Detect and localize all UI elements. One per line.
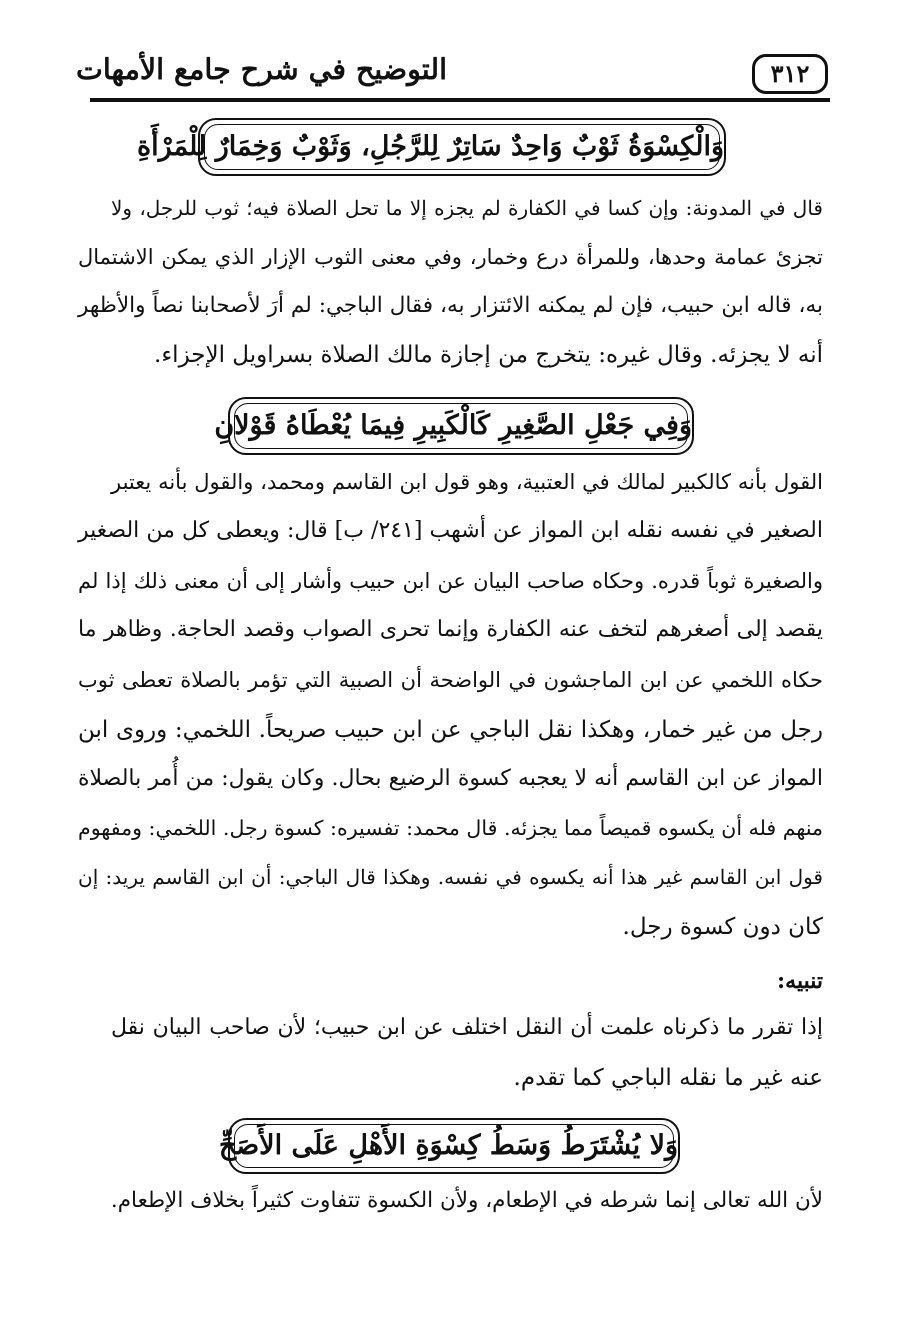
paragraph-line: عنه غير ما نقله الباجي كما تقدم. — [513, 1065, 823, 1091]
paragraph-line: رجل من غير خمار، وهكذا نقل الباجي عن ابن حبيب صريحاً. اللخمي: وروى ابن — [78, 717, 823, 743]
paragraph-line: كان دون كسوة رجل. — [622, 914, 823, 940]
matn-box-1 — [137, 118, 726, 176]
running-header-title: التوضيح في شرح جامع الأمهات — [75, 52, 447, 86]
page-number: ٣١٢ — [752, 54, 828, 94]
paragraph-line: إذا تقرر ما ذكرناه علمت أن النقل اختلف عن ابن حبيب؛ لأن صاحب البيان نقل — [111, 1015, 823, 1040]
paragraph-line: لأن الله تعالى إنما شرطه في الإطعام، ولأن الكسوة تتفاوت كثيراً بخلاف الإطعام. — [110, 1188, 823, 1213]
paragraph-line: قال في المدونة: وإن كسا في الكفارة لم يجزه إلا ما تحل الصلاة فيه؛ ثوب للرجل، ولا — [111, 196, 823, 220]
paragraph-line: تجزئ عمامة وحدها، وللمرأة درع وخمار، وفي معنى الثوب الإزار الذي يمكن الاشتمال — [78, 245, 823, 269]
matn-box-3 — [218, 1118, 680, 1174]
paragraph-line: به، قاله ابن حبيب، فإن لم يمكنه الائتزار به، فقال الباجي: لم أرَ لأصحابنا نصاً والأظهر — [78, 293, 823, 318]
paragraph-line: يقصد إلى أصغرهم لتخف عنه الكفارة وإنما تحرى الصواب وقصد الحاجة. وظاهر ما — [78, 617, 823, 642]
paragraph-line: المواز عن ابن القاسم أنه لا يعجبه كسوة الرضيع بحال. وكان يقول: من أُمر بالصلاة — [78, 766, 823, 791]
paragraph-line: منهم فله أن يكسوه قميصاً مما يجزئه. قال محمد: تفسيره: كسوة رجل. اللخمي: ومفهوم — [78, 816, 823, 840]
paragraph-line: أنه لا يجزئه. وقال غيره: يتخرج من إجازة مالك الصلاة بسراويل الإجزاء. — [154, 342, 823, 368]
matn-text-3: وَلا يُشْتَرَطُ وَسَطُ كِسْوَةِ الأَهْلِ عَلَى الأَصَحِّ — [218, 1130, 678, 1161]
matn-text-2: وَفِي جَعْلِ الصَّغِيرِ كَالْكَبِيرِ فِيمَا يُعْطَاهُ قَوْلانِ — [214, 410, 692, 441]
paragraph-line: الصغير في نفسه نقله ابن المواز عن أشهب [٢٤١/ ب] قال: ويعطى كل من الصغير — [78, 518, 823, 543]
paragraph-line: حكاه اللخمي عن ابن الماجشون في الواضحة أن الصبية التي تؤمر بالصلاة تعطى ثوب — [78, 668, 823, 692]
matn-text-1: وَالْكِسْوَةُ ثَوْبٌ وَاحِدٌ سَاتِرٌ لِلرَّجُلِ، وَثَوْبٌ وَخِمَارٌ لِلْمَرْأَةِ — [137, 131, 724, 162]
paragraph-line: قول ابن القاسم غير هذا أنه يكسوه في نفسه. وهكذا قال الباجي: أن ابن القاسم يريد: إن — [78, 865, 823, 889]
matn-box-2 — [214, 397, 694, 455]
paragraph-line: القول بأنه كالكبير لمالك في العتبية، وهو قول ابن القاسم ومحمد، والقول بأنه يعتبر — [111, 470, 823, 494]
paragraph-line: والصغيرة ثوباً قدره. وحكاه صاحب البيان عن ابن حبيب وأشار إلى أن معنى ذلك إذا لم — [78, 569, 823, 593]
note-heading: تنبيه: — [777, 968, 823, 994]
header-divider — [90, 98, 830, 102]
